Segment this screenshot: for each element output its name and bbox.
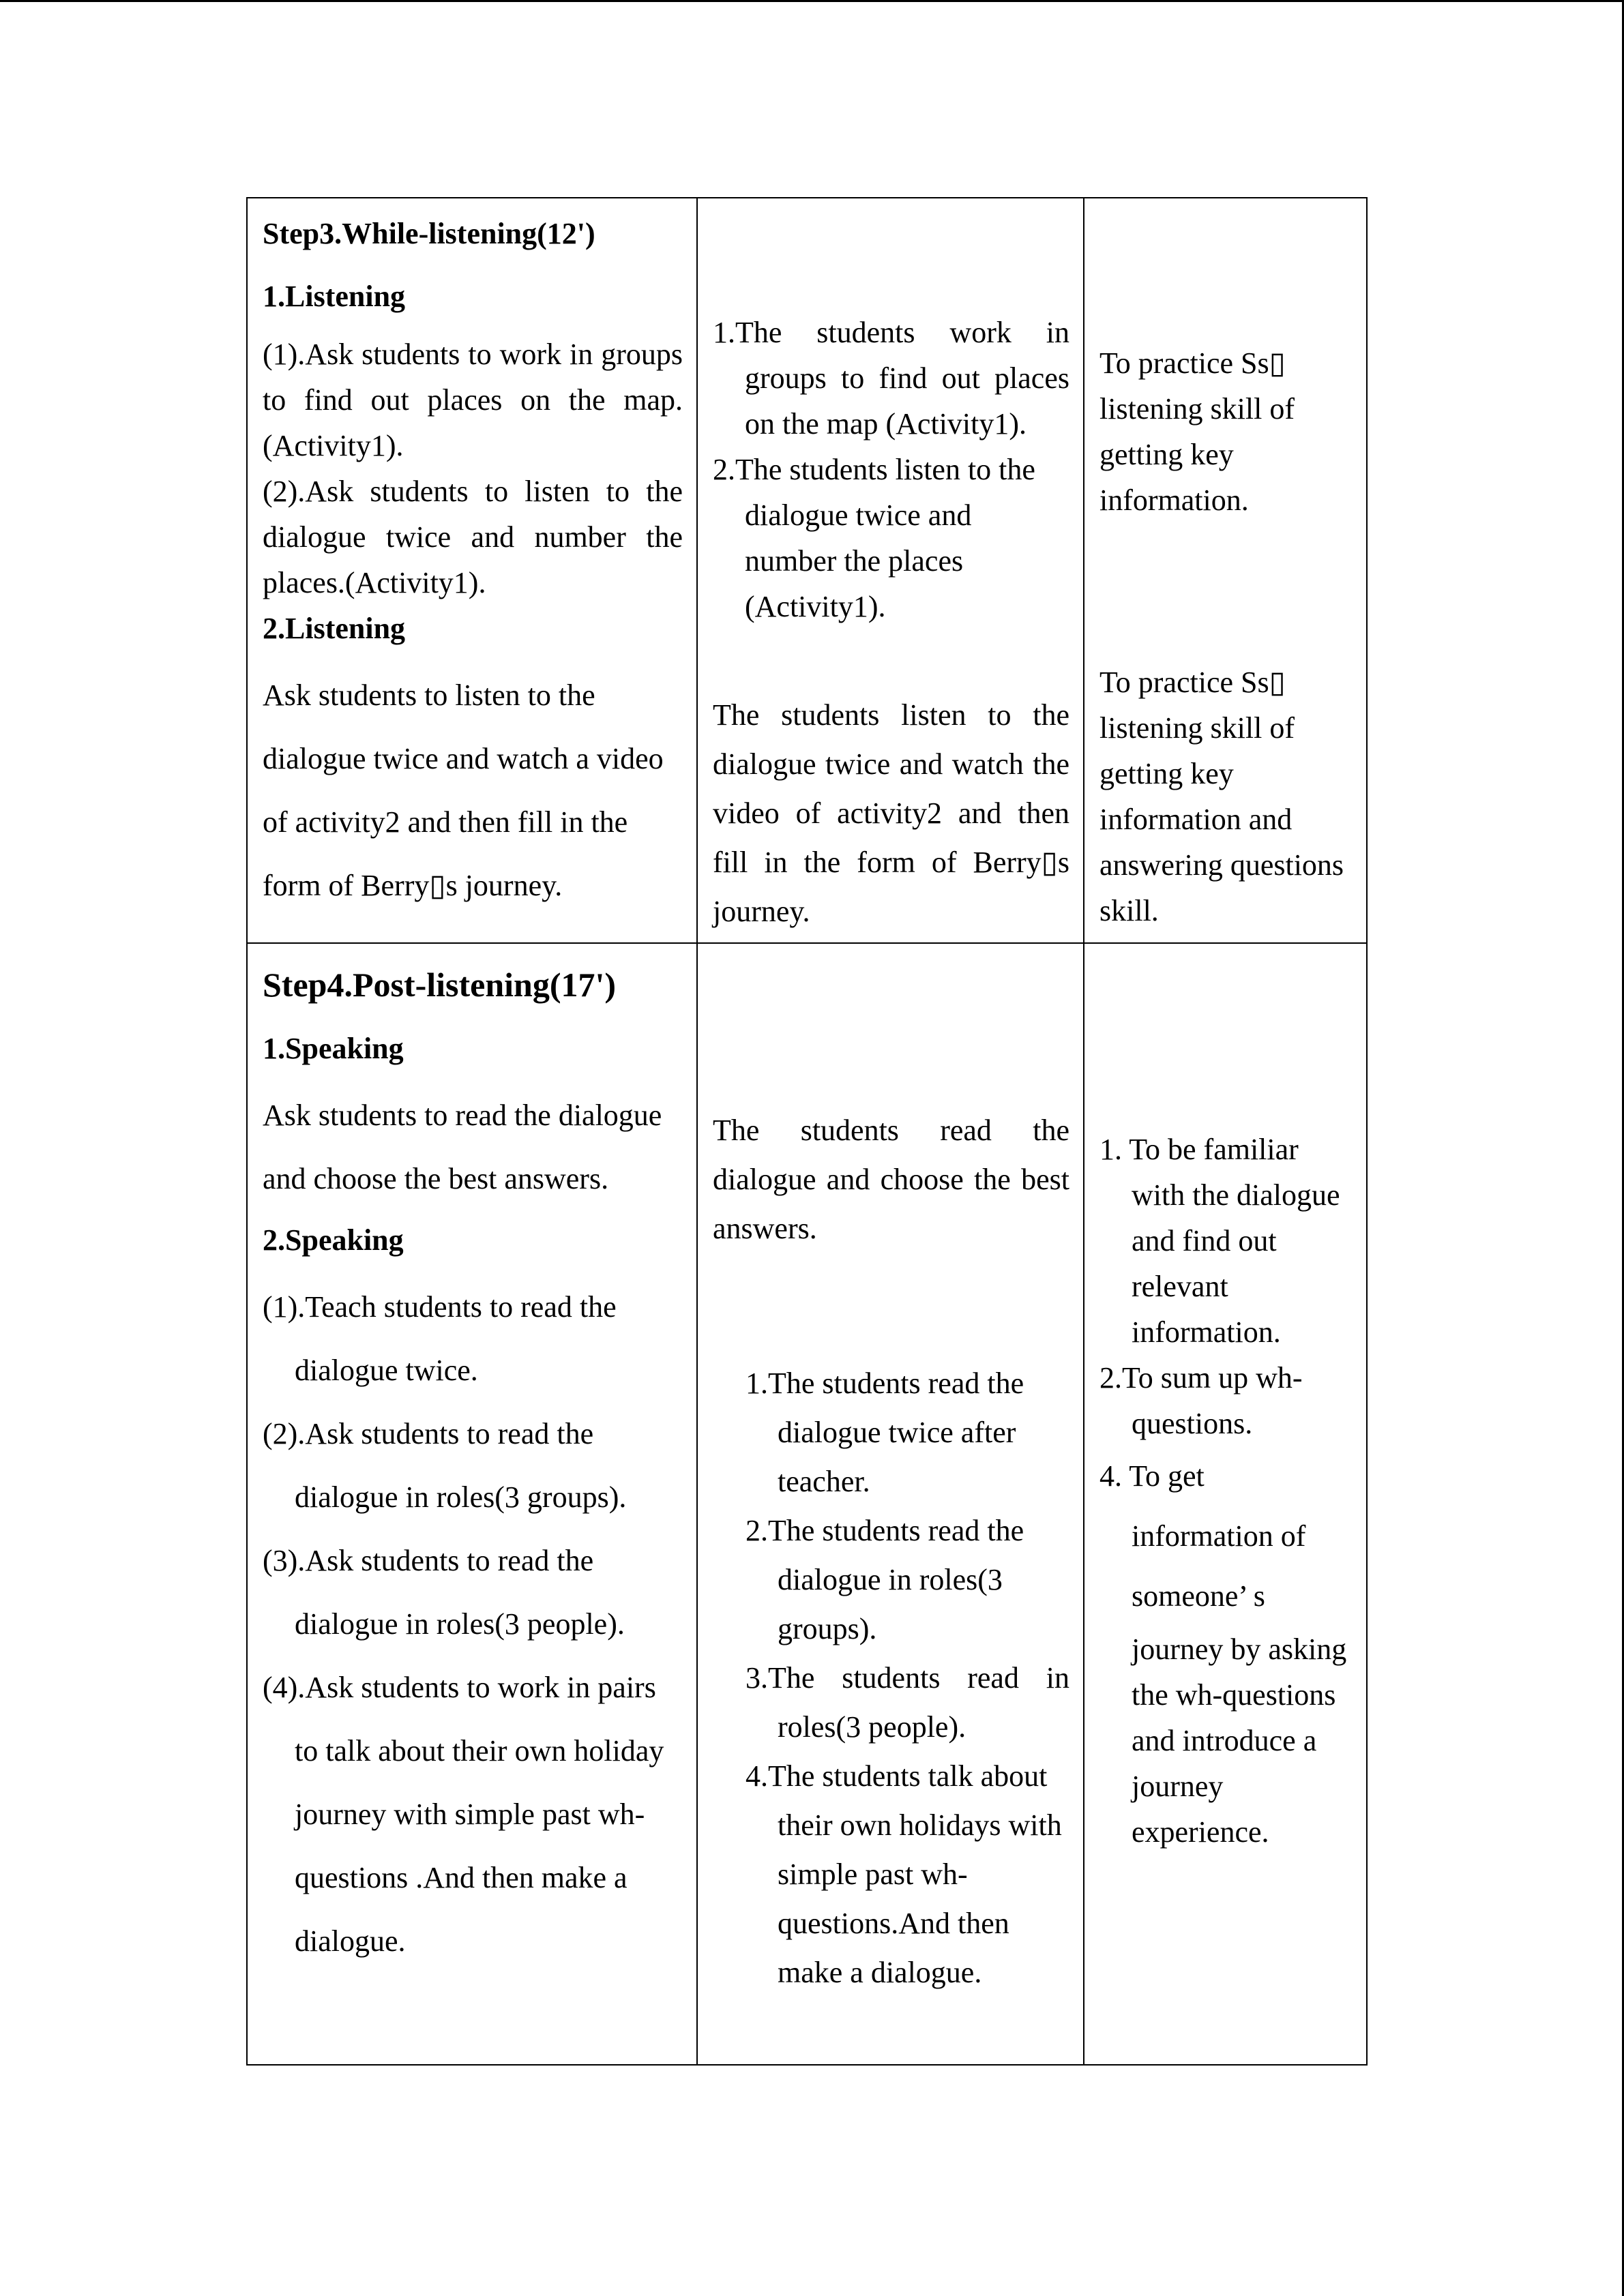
- student-activity-text: 1.The students read the dialogue twice after teacher.: [745, 1367, 1024, 1498]
- teacher-activity-cell: [247, 198, 697, 943]
- student-activity-text: The students read the dialogue and choose the best answers.: [713, 1114, 1069, 1245]
- student-activity-text: 4.The students talk about their own holidays with simple past wh-questions.And then make a dialogue.: [745, 1759, 1062, 1989]
- section-title: 2.Listening: [263, 612, 406, 645]
- section-title: 2.Speaking: [263, 1223, 404, 1257]
- step-title: Step4.Post-listening(17'): [263, 966, 617, 1004]
- purpose-cell: [1084, 943, 1367, 2065]
- instruction-text: (3).Ask students to read the dialogue in roles(3 people).: [263, 1544, 625, 1641]
- purpose-text: 1. To be familiar with the dialogue and find out relevant information.: [1099, 1133, 1340, 1349]
- step-title: Step3.While-listening(12'): [263, 217, 595, 250]
- while-listening-row: [247, 198, 1367, 943]
- page-top-border: [0, 0, 1624, 2]
- section-title: 1.Listening: [263, 280, 406, 313]
- instruction-text: (2).Ask students to listen to the dialogue twice and number the places.(Activity1).: [263, 475, 683, 599]
- instruction-text: (2).Ask students to read the dialogue in roles(3 groups).: [263, 1417, 627, 1514]
- section-title: 1.Speaking: [263, 1032, 404, 1065]
- teacher-activity-cell: [247, 943, 697, 2065]
- purpose-cell: [1084, 198, 1367, 943]
- instruction-text: Ask students to read the dialogue and choose the best answers.: [263, 1099, 662, 1195]
- student-activity-text: 2.The students read the dialogue in roles(3 groups).: [745, 1514, 1024, 1645]
- student-activity-cell: [697, 198, 1084, 943]
- purpose-text: 2.To sum up wh-questions.: [1099, 1361, 1303, 1440]
- purpose-text: 4. To get information of someone’ s: [1099, 1459, 1306, 1613]
- student-activity-text: 2.The students listen to the dialogue twice and number the places (Activity1).: [713, 453, 1035, 623]
- instruction-text: Ask students to listen to the dialogue twice and watch a video of activity2 and then fill in the form of Berry▯s journey.: [263, 679, 664, 902]
- purpose-text: To practice Ss▯ listening skill of getting key information and answering questions skill.: [1099, 666, 1344, 927]
- instruction-text: (1).Ask students to work in groups to find out places on the map.(Activity1).: [263, 338, 683, 462]
- student-activity-text: 3.The students read in roles(3 people).: [745, 1661, 1069, 1744]
- post-listening-row: [247, 943, 1367, 2065]
- purpose-text: journey by asking the wh-questions and introduce a journey experience.: [1132, 1632, 1347, 1849]
- lesson-plan-table: [246, 197, 1368, 2066]
- student-activity-text: The students listen to the dialogue twice and watch the video of activity2 and then fill in the form of Berry▯s journey.: [713, 698, 1069, 928]
- instruction-text: (4).Ask students to work in pairs to talk about their own holiday journey with simple past wh-questions .And then make a dialogue.: [263, 1671, 664, 1958]
- instruction-text: (1).Teach students to read the dialogue twice.: [263, 1290, 617, 1387]
- purpose-text: To practice Ss▯ listening skill of getting key information.: [1099, 346, 1295, 517]
- student-activity-cell: [697, 943, 1084, 2065]
- student-activity-text: 1.The students work in groups to find out places on the map (Activity1).: [713, 316, 1069, 441]
